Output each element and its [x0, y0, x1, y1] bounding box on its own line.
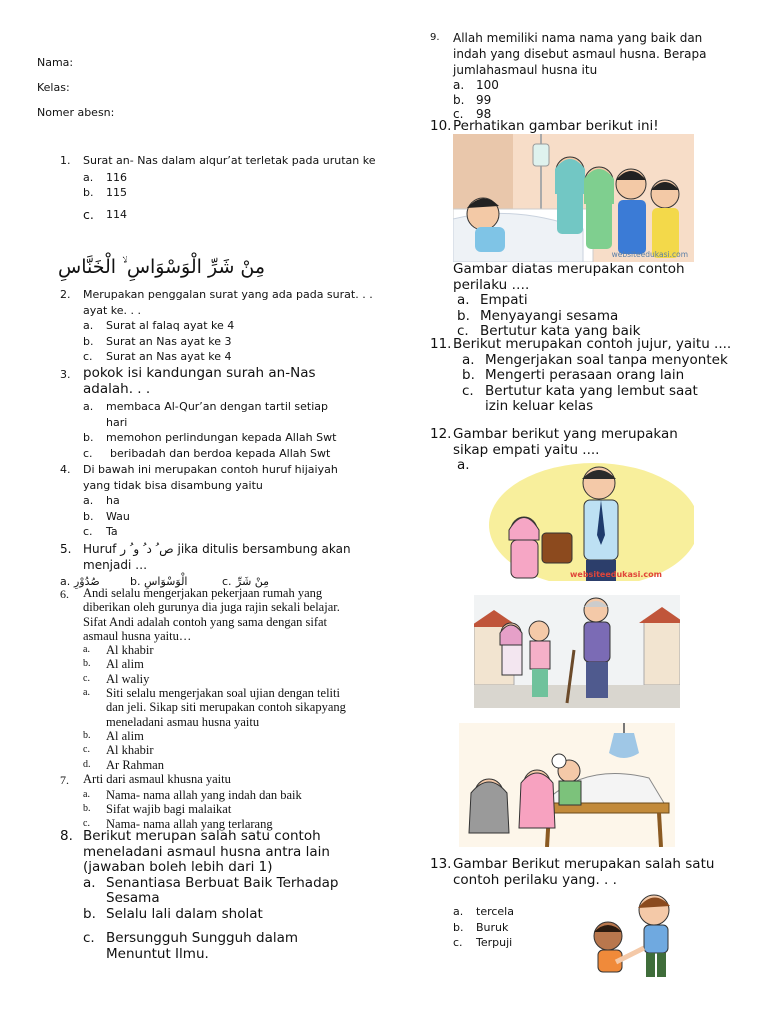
question-8: 8. Berikut merupan salah satu contoh meneladani asmaul husna antra lain (jawaban boleh lebih dari 1) a. Senantiasa Berbuat Baik Terhadap Sesama b. Selalu lali dalam sholat c. Bersungguh Sungguh dalam Menuntut Ilmu. [60, 829, 380, 962]
question-text: Andi selalu mengerjakan pekerjaan rumah yang diberikan oleh gurunya dia juga rajin sekali belajar. Sifat Andi adalah contoh yang sama dengan sifat asmaul husna yaitu… [83, 586, 340, 643]
option-b: الْوَسْوَاسِ [144, 575, 188, 588]
question-text: Arti dari asmaul khusna yaitu [83, 772, 231, 786]
question-5: 5. Huruf ص ُ د ُ و ُ ر jika ditulis bersambung akan menjadi … a. صُدُوْرِ b. الْوَسْوَاسِ c. مِنْ شَرِّ [60, 542, 351, 588]
watermark: websiteedukasi.com [570, 570, 662, 579]
hijaiyah-letters: ص ُ د ُ و ُ ر [120, 542, 174, 556]
option-b: b. Selalu lali dalam sholat [83, 905, 263, 922]
option-a: a. ha [83, 494, 120, 507]
option-c: c. Al waliy [83, 671, 150, 686]
option-b: b. 99 [453, 92, 492, 107]
question-7: 7. Arti dari asmaul khusna yaitu a. Nama- nama allah yang indah dan baik b. Sifat wajib bagi malaikat c. Nama- nama allah yang terlarang [60, 772, 360, 831]
watermark: websiteedukasi.com [611, 250, 688, 259]
option-b: b. Buruk [453, 920, 509, 934]
option-a: a. membaca Al-Qur’an dengan tartil setiap hari [83, 400, 329, 429]
option-b: b. memohon perlindungan kepada Allah Swt [83, 431, 337, 444]
question-text: Perhatikan gambar berikut ini! [453, 118, 659, 134]
illustration-children-grandfather [474, 595, 680, 708]
question-13-options [453, 904, 573, 951]
option-b: b. Menyayangi sesama [457, 307, 619, 324]
question-number: 1. [60, 154, 71, 167]
sub-question: a. Siti selalu mengerjakan soal ujian dengan teliti dan jeli. Sikap siti merupakan contoh sikapyang meneladani asmau husna yaitu [83, 686, 346, 729]
option-a: a. Mengerjakan soal tanpa menyontek [462, 351, 728, 368]
option-a: a. Surat al falaq ayat ke 4 [83, 319, 235, 332]
option-c: c. 98 [453, 107, 492, 121]
option-a: a. Empati [457, 292, 528, 308]
option-b: b. Surat an Nas ayat ke 3 [83, 334, 232, 348]
name-field-label: Nama: [37, 56, 74, 69]
question-text: pokok isi kandungan surah an-Nas adalah. . . [83, 365, 316, 397]
class-field-label: Kelas: [37, 81, 70, 94]
option-b: b. Mengerti perasaan orang lain [462, 367, 685, 383]
option-b: b. Sifat wajib bagi malaikat [83, 802, 232, 817]
option-c: c. Bertutur kata yang lembut saat izin keluar kelas [462, 382, 698, 414]
option-c: c. Al khabir [83, 743, 154, 758]
option-b: b. Al alim [83, 657, 144, 672]
option-a: صُدُوْرِ [74, 575, 100, 588]
option-a-label: a. [457, 457, 470, 473]
option-a: a. 116 [83, 170, 127, 184]
question-12: 12. Gambar berikut yang merupakan sikap empati yaitu .... a. [430, 427, 750, 474]
option-c: c. Bertutur kata yang baik [457, 323, 641, 339]
question-11: 11. Berikut merupakan contoh jujur, yaitu .... a. Mengerjakan soal tanpa menyontek b. Mengerti perasaan orang lain c. Bertutur kata yang lembut saat izin keluar kelas [430, 337, 750, 415]
question-10-followup: Gambar diatas merupakan contoh perilaku …. a. Empati b. Menyayangi sesama c. Bertutur kata yang baik [453, 262, 703, 340]
absen-field-label: Nomer abesn: [37, 106, 115, 119]
illustration-boys-helping [586, 890, 686, 982]
option-c: مِنْ شَرِّ [236, 575, 270, 588]
question-2: 2. Merupakan penggalan surat yang ada pada surat. . . ayat ke. . . a. Surat al falaq ayat ke 4 b. Surat an Nas ayat ke 3 c. Surat an Nas ayat ke 4 [60, 287, 390, 365]
option-b: b. Wau [83, 509, 130, 523]
question-text: Allah memiliki nama nama yang baik dan indah yang disebut asmaul husna. Berapa jumlahasmaul husna itu [453, 31, 707, 77]
option-c: c. Terpuji [453, 936, 513, 949]
arabic-verse: مِنْ شَرِّ الْوَسْوَاسِ ۙ الْخَنَّاسِ [58, 256, 266, 278]
option-a: a. Senantiasa Berbuat Baik Terhadap Sesama [83, 874, 339, 906]
question-10: 10. Perhatikan gambar berikut ini! [430, 118, 659, 134]
option-b: b. 115 [83, 186, 127, 199]
option-a: a. Nama- nama allah yang indah dan baik [83, 788, 302, 802]
question-1 [60, 153, 405, 222]
question-4: 4. Di bawah ini merupakan contoh huruf hijaiyah yang tidak bisa disambung yaitu a. ha b. Wau c. Ta [60, 462, 360, 540]
question-text: Huruf [83, 542, 117, 556]
question-text: Berikut merupan salah satu contoh meneladani asmaul husna antra lain (jawaban boleh lebih dari 1) [83, 828, 330, 875]
illustration-father-daughter [484, 455, 694, 581]
option-c: c. beribadah dan berdoa kepada Allah Swt [83, 446, 331, 460]
option-b: b. Al alim [83, 728, 144, 743]
option-c: c. Ta [83, 525, 118, 538]
question-text: Gambar Berikut merupakan salah satu contoh perilaku yang. . . [453, 856, 715, 888]
question-text: Surat an- Nas dalam alqur’at terletak pada urutan ke [83, 154, 376, 167]
option-c: c. Bersungguh Sungguh dalam Menuntut Ilmu. [83, 930, 299, 962]
option-c: c. Nama- nama allah yang terlarang [83, 816, 273, 831]
question-9: 9. Allah memiliki nama nama yang baik dan indah yang disebut asmaul husna. Berapa jumlahasmaul husna itu a. 100 b. 99 c. 98 [430, 30, 730, 122]
option-a: a. tercela [453, 905, 514, 918]
illustration-family-mourning [459, 723, 675, 847]
question-13: 13. Gambar Berikut merupakan salah satu contoh perilaku yang. . . [430, 857, 750, 888]
question-text: Gambar berikut yang merupakan sikap empati yaitu .... [453, 426, 678, 458]
option-c: c. Surat an Nas ayat ke 4 [83, 350, 232, 363]
illustration-hospital-visit [453, 134, 694, 262]
question-6: 6. Andi selalu mengerjakan pekerjaan rumah yang diberikan oleh gurunya dia juga rajin sekali belajar. Sifat Andi adalah contoh yang sama dengan sifat asmaul husna yaitu… a. Al khabir b. Al alim c. Al waliy a. Siti selalu mengerjakan soal ujian dengan teliti dan jeli. Sikap siti merupakan contoh sikapyang meneladani asmau husna yaitu b. Al alim c. Al khabir d. Ar Rahman [60, 586, 360, 772]
option-d: d. Ar Rahman [83, 757, 164, 772]
question-text: Berikut merupakan contoh jujur, yaitu .... [453, 336, 732, 352]
option-a: a. Al khabir [83, 643, 154, 658]
option-a: a. 100 [453, 78, 499, 92]
question-3: 3. pokok isi kandungan surah an-Nas adalah. . . a. membaca Al-Qur’an dengan tartil setiap hari b. memohon perlindungan kepada Allah Swt c. beribadah dan berdoa kepada Allah Swt [60, 366, 390, 461]
option-c: c. 114 [83, 206, 127, 222]
question-text: Di bawah ini merupakan contoh huruf hijaiyah yang tidak bisa disambung yaitu [83, 463, 338, 492]
question-text: Merupakan penggalan surat yang ada pada surat. . . ayat ke. . . [83, 288, 373, 317]
